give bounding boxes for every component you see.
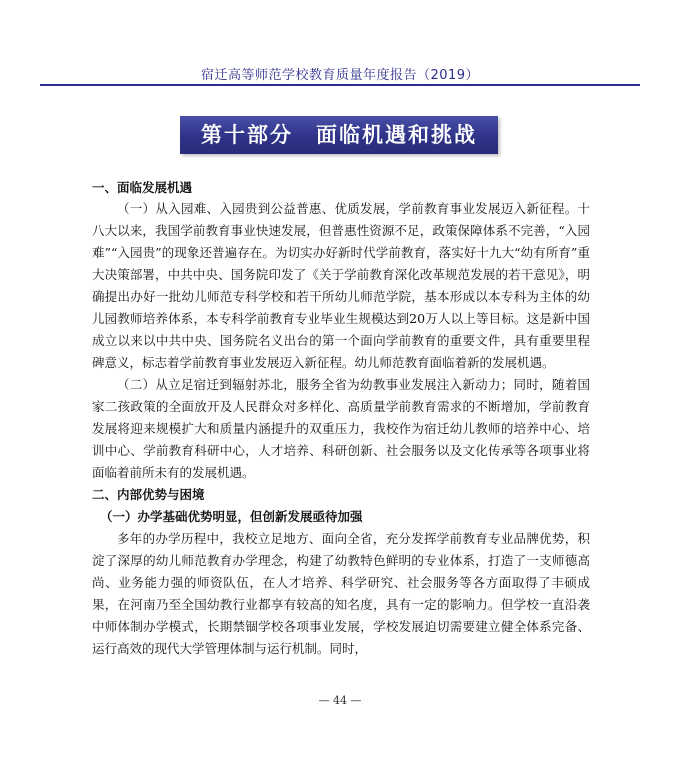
header-divider: [40, 84, 640, 86]
subheading-foundation: （一）办学基础优势明显，但创新发展亟待加强: [100, 509, 363, 524]
section-title: 第十部分 面临机遇和挑战: [201, 123, 477, 147]
report-header: [0, 50, 680, 86]
paragraph-foundation: 多年的办学历程中，我校立足地方、面向全省，充分发挥学前教育专业品牌优势，积淀了深厚的幼儿师范教育办学理念，构建了幼教特色鲜明的专业体系，打造了一支师德高尚、业务能力强的师资队伍，在人才培养、科学研究、社会服务等各方面取得了丰硕成果，在河南乃至全国幼教行业都享有较高的知名度，具有一定的影响力。但学校一直沿袭中师体制办学模式，长期禁锢学校各项事业发展，学校发展迫切需要建立健全体系完备、运行高效的现代大学管理体制与运行机制。同时，: [92, 531, 590, 656]
heading-strengths-challenges: 二、内部优势与困境: [92, 487, 205, 502]
section-banner: [180, 116, 498, 154]
heading-opportunities: 一、面临发展机遇: [92, 180, 193, 195]
paragraph-opportunity-2: （二）从立足宿迁到辐射苏北，服务全省为幼教事业发展注入新动力；同时，随着国家二孩政策的全面放开及人民群众对多样化、高质量学前教育需求的不断增加，学前教育发展将迎来规模扩大和质量内涵提升的双重压力，我校作为宿迁幼儿教师的培养中心、培训中心、学前教育科研中心，人才培养、科研创新、社会服务以及文化传承等各项事业将面临着前所未有的发展机遇。: [92, 377, 590, 480]
paragraph-opportunity-1: （一）从入园难、入园贵到公益普惠、优质发展，学前教育事业发展迈入新征程。十八大以来，我国学前教育事业快速发展，但普惠性资源不足，政策保障体系不完善，“入园难”“入园贵”的现象还普遍存在。为切实办好新时代学前教育，落实好十九大“幼有所育”重大决策部署，中共中央、国务院印发了《关于学前教育深化改革规范发展的若干意见》，明确提出办好一批幼儿师范专科学校和若干所幼儿师范学院，基本形成以本专科为主体的幼儿园教师培养体系，本专科学前教育专业毕业生规模达到20万人以上等目标。这是新中国成立以来以中共中央、国务院名义出台的第一个面向学前教育的重要文件，具有重要里程碑意义，标志着学前教育事业发展迈入新征程。幼儿师范教育面临着新的发展机遇。: [92, 201, 590, 370]
page-number: — 44 —: [318, 694, 362, 707]
report-title: 宿迁高等师范学校教育质量年度报告（2019）: [200, 68, 480, 83]
document-body: [92, 178, 590, 660]
